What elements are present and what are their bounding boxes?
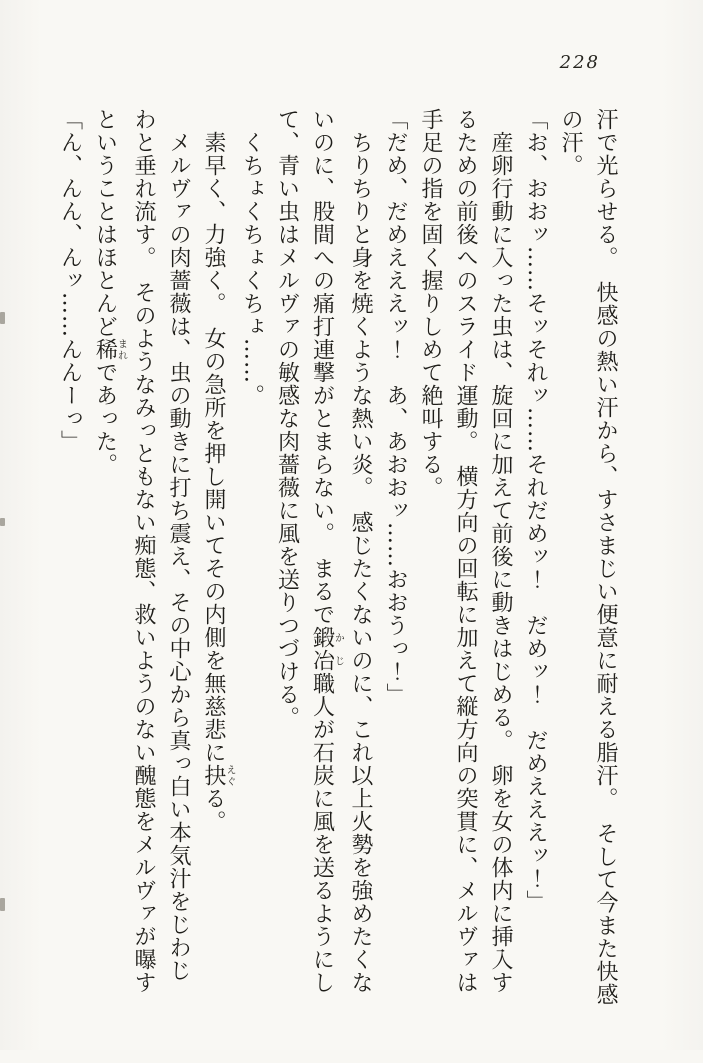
text-column-5: るための前後へのスライド運動。 横方向の回転に加えて縦方向の突貫に、メルヴァは — [453, 108, 478, 994]
ruby-annotated-word: 抉えぐ — [201, 764, 235, 787]
scan-artifact — [0, 312, 5, 324]
scan-artifact — [0, 518, 5, 526]
text-column-3: 「お、おおッ……そッそれッ……それだめッ！ だめッ！ だめえええッ！」 — [523, 108, 548, 913]
text-column-10: て、青い虫はメルヴァの敏感な肉薔薇に風を送りつづける。 — [274, 108, 300, 729]
text-column-6: 手足の指を固く握りしめて絶叫する。 — [418, 108, 443, 499]
scan-artifact — [0, 898, 5, 911]
text-column-11: くちょくちょくちょ……。 — [239, 131, 265, 407]
furigana: えぐ — [224, 764, 235, 787]
text-column-9: いのに、股間への痛打連撃がとまらない。 まるで鍛冶かじ職人が石炭に風を送るようにし — [309, 108, 344, 994]
text-column-4: 産卵行動に入った虫は、旋回に加えて前後に動きはじめる。 卵を女の体内に挿入す — [488, 131, 513, 994]
text-column-14: わと垂れ流す。 そのようなみっともない痴態、救いようのない醜態をメルヴァが曝す — [131, 108, 156, 994]
text-column-12: 素早く、力強く。 女の急所を押し開いてその内側を無慈悲に抉えぐる。 — [201, 131, 235, 833]
text-column-16: 「ん、んん、んッ……んんーっ」 — [57, 108, 83, 453]
text-column-7: 「だめ、だめえええッ！ あ、あおおッ……おおうっ！」 — [383, 108, 408, 706]
text-column-8: ちりちりと身を焼くような熱い炎。 感じたくないのに、これ以上火勢を強めたくな — [348, 131, 373, 994]
text-column-2: の汗。 — [558, 108, 583, 177]
page-number: 228 — [559, 52, 600, 73]
ruby-annotated-word: 鍛冶かじ — [309, 626, 344, 672]
furigana: まれ — [115, 338, 127, 361]
text-column-13: メルヴァの肉薔薇は、虫の動きに打ち震え、その中心から真っ白い本気汁をじわじ — [166, 131, 191, 982]
furigana: かじ — [332, 626, 344, 672]
text-block — [53, 108, 624, 1040]
ruby-annotated-word: 稀まれ — [92, 338, 127, 361]
text-column-1: 汗で光らせる。 快感の熱い汗から、すさまじい便意に耐える脂汗。 そして今また快感 — [593, 108, 618, 1006]
text-column-15: ということはほとんど稀まれであった。 — [92, 108, 127, 476]
